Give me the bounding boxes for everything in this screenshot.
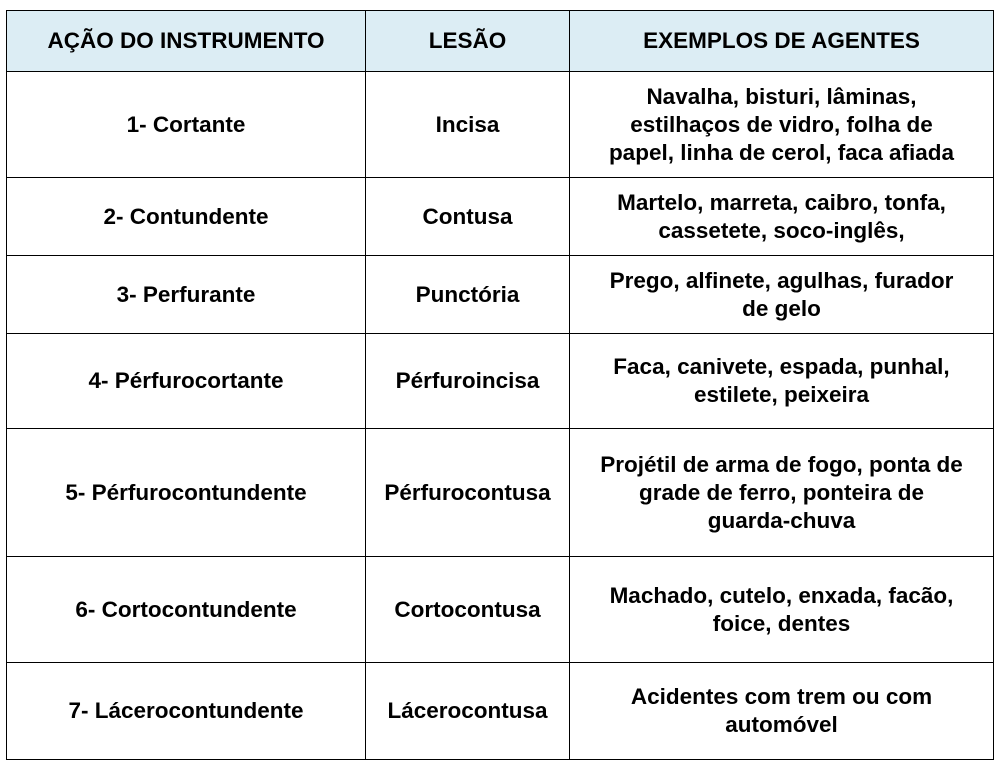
exemplos-line: de gelo xyxy=(742,295,821,321)
cell-acao: 7- Lácerocontundente xyxy=(7,663,366,760)
exemplos-line: Martelo, marreta, caibro, tonfa, xyxy=(617,189,946,215)
cell-exemplos xyxy=(570,334,994,429)
table-row xyxy=(7,429,994,557)
table-row xyxy=(7,557,994,663)
cell-acao: 4- Pérfurocortante xyxy=(7,334,366,429)
cell-exemplos xyxy=(570,256,994,334)
cell-acao: 2- Contundente xyxy=(7,178,366,256)
cell-lesao: Incisa xyxy=(366,72,570,178)
table-row xyxy=(7,72,994,178)
cell-acao: 1- Cortante xyxy=(7,72,366,178)
exemplos-line: foice, dentes xyxy=(712,610,851,636)
cell-acao: 5- Pérfurocontundente xyxy=(7,429,366,557)
cell-lesao: Pérfuroincisa xyxy=(366,334,570,429)
exemplos-line: estilhaços de vidro, folha de xyxy=(630,111,933,137)
exemplos-line: Navalha, bisturi, lâminas, xyxy=(646,83,917,109)
table-row xyxy=(7,334,994,429)
cell-exemplos xyxy=(570,178,994,256)
exemplos-line: Faca, canivete, espada, punhal, xyxy=(613,354,950,379)
cell-exemplos xyxy=(570,72,994,178)
exemplos-line: estilete, peixeira xyxy=(693,382,870,407)
header-acao: AÇÃO DO INSTRUMENTO xyxy=(7,11,366,72)
exemplos-line: guarda-chuva xyxy=(707,507,856,533)
cell-lesao: Lácerocontusa xyxy=(366,663,570,760)
header-exemplos: EXEMPLOS DE AGENTES xyxy=(570,11,994,72)
exemplos-line: cassetete, soco-inglês, xyxy=(658,217,905,243)
cell-exemplos xyxy=(570,663,994,760)
cell-lesao: Punctória xyxy=(366,256,570,334)
table-row xyxy=(7,256,994,334)
exemplos-line: Acidentes com trem ou com xyxy=(630,684,933,709)
header-row xyxy=(7,11,994,72)
cell-lesao: Contusa xyxy=(366,178,570,256)
exemplos-line: grade de ferro, ponteira de xyxy=(638,479,925,505)
exemplos-line: Machado, cutelo, enxada, facão, xyxy=(609,582,954,608)
table-row xyxy=(7,663,994,760)
cell-exemplos xyxy=(570,429,994,557)
instrument-injury-table xyxy=(6,10,994,760)
cell-acao: 6- Cortocontundente xyxy=(7,557,366,663)
header-lesao: LESÃO xyxy=(366,11,570,72)
exemplos-line: Prego, alfinete, agulhas, furador xyxy=(609,267,954,293)
table-row xyxy=(7,178,994,256)
exemplos-line: papel, linha de cerol, faca afiada xyxy=(608,139,955,165)
cell-lesao: Pérfurocontusa xyxy=(366,429,570,557)
cell-acao: 3- Perfurante xyxy=(7,256,366,334)
cell-exemplos xyxy=(570,557,994,663)
cell-lesao: Cortocontusa xyxy=(366,557,570,663)
exemplos-line: automóvel xyxy=(725,712,838,737)
exemplos-line: Projétil de arma de fogo, ponta de xyxy=(600,451,963,477)
